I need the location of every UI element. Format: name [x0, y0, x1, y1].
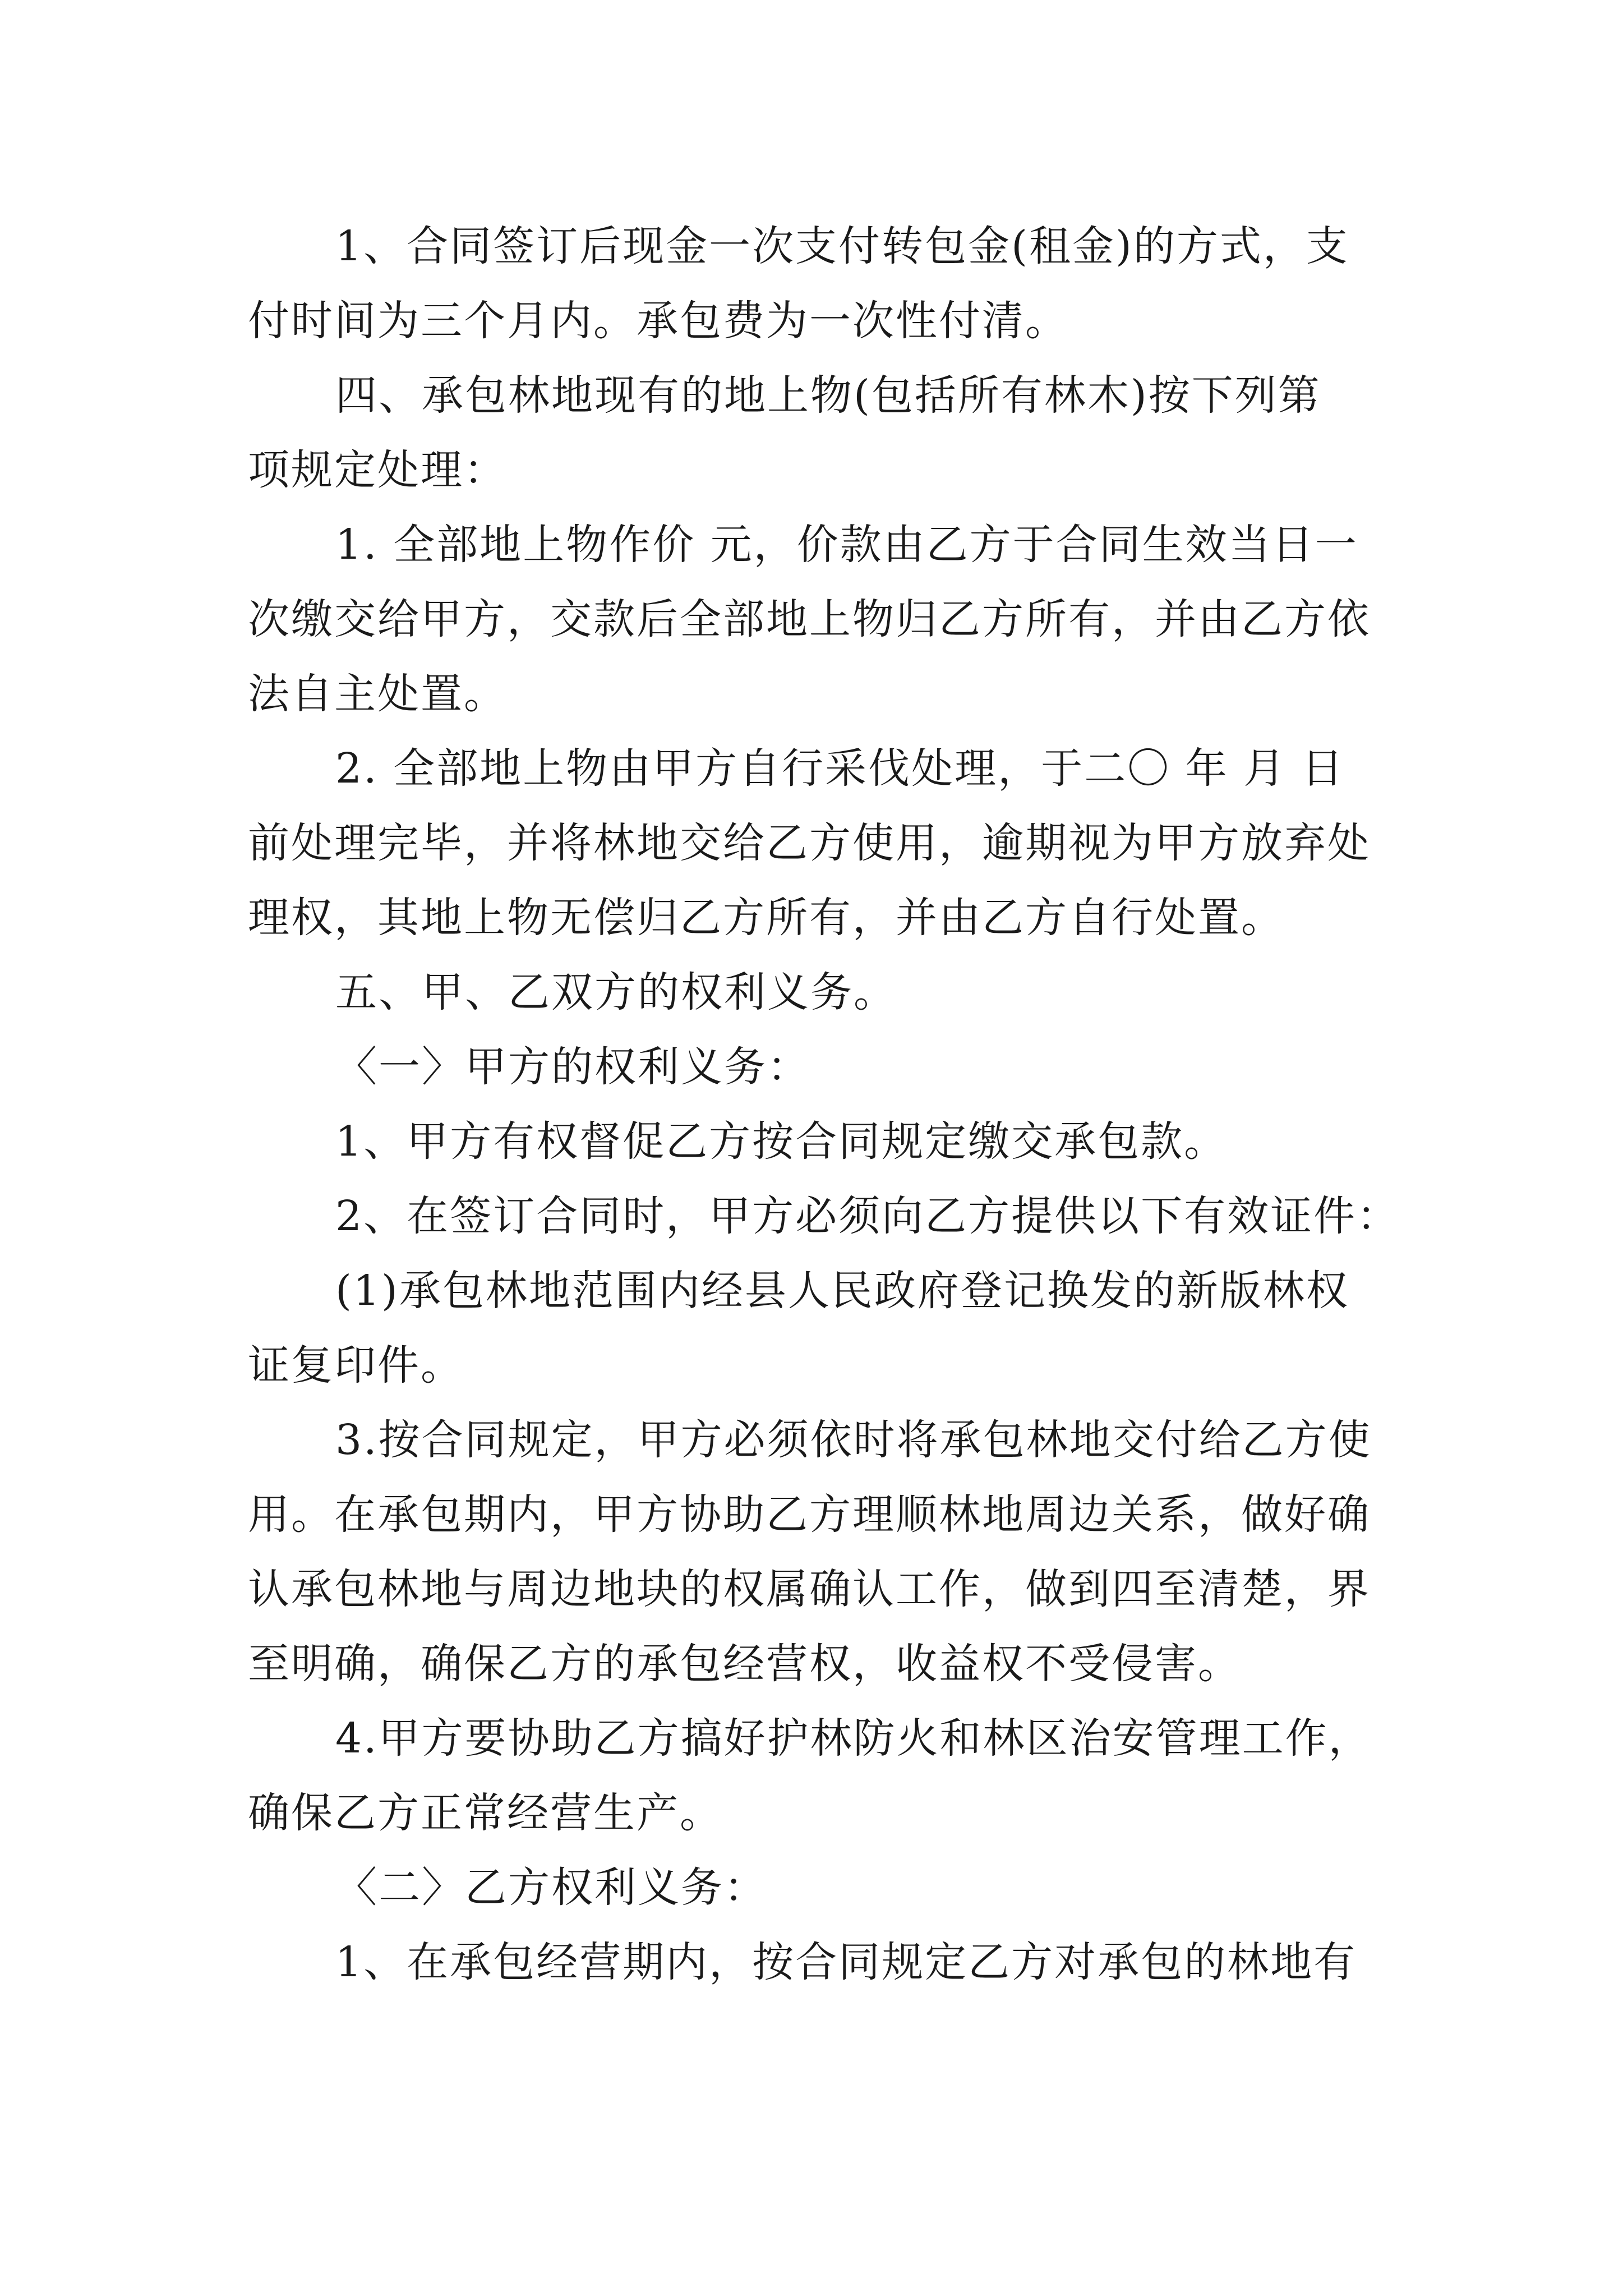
text-line: 确保乙方正常经营生产。 — [248, 1789, 723, 1837]
text-line: 1、在承包经营期内，按合同规定乙方对承包的林地有 — [335, 1938, 1357, 1986]
text-line: 认承包林地与周边地块的权属确认工作，做到四至清楚，界 — [248, 1565, 1371, 1613]
subsection-heading: 〈一〉甲方的权利义务： — [335, 1043, 810, 1091]
subsection-heading: 〈二〉乙方权利义务： — [335, 1864, 767, 1912]
text-line: 1. 全部地上物作价 元，价款由乙方于合同生效当日一 — [335, 521, 1358, 569]
text-line: 项规定处理： — [248, 446, 507, 494]
text-line: 3.按合同规定，甲方必须依时将承包林地交付给乙方使 — [335, 1416, 1372, 1464]
text-line: 法自主处置。 — [248, 670, 507, 718]
text-line: 理权，其地上物无偿归乙方所有，并由乙方自行处置。 — [248, 894, 1284, 942]
section-heading: 五、甲、乙双方的权利义务。 — [335, 968, 897, 1016]
text-line: 2. 全部地上物由甲方自行采伐处理，于二〇 年 月 日 — [335, 744, 1345, 793]
text-line: 次缴交给甲方，交款后全部地上物归乙方所有，并由乙方依 — [248, 595, 1371, 643]
text-line: 1、合同签订后现金一次支付转包金(租金)的方式，支 — [335, 222, 1349, 270]
text-line: 至明确，确保乙方的承包经营权，收益权不受侵害。 — [248, 1640, 1241, 1688]
text-line: 证复印件。 — [248, 1341, 464, 1389]
text-line: 前处理完毕，并将林地交给乙方使用，逾期视为甲方放弃处 — [248, 819, 1371, 867]
text-line: 付时间为三个月内。承包费为一次性付清。 — [248, 297, 1068, 345]
text-line: 4.甲方要协助乙方搞好护林防火和林区治安管理工作， — [335, 1714, 1372, 1763]
text-line: 2、在签订合同时，甲方必须向乙方提供以下有效证件： — [335, 1192, 1400, 1240]
text-line: (1)承包林地范围内经县人民政府登记换发的新版林权 — [335, 1267, 1349, 1315]
text-line: 1、甲方有权督促乙方按合同规定缴交承包款。 — [335, 1117, 1228, 1166]
text-line: 四、承包林地现有的地上物(包括所有林木)按下列第 — [335, 371, 1321, 420]
text-line: 用。在承包期内，甲方协助乙方理顺林地周边关系，做好确 — [248, 1490, 1371, 1539]
